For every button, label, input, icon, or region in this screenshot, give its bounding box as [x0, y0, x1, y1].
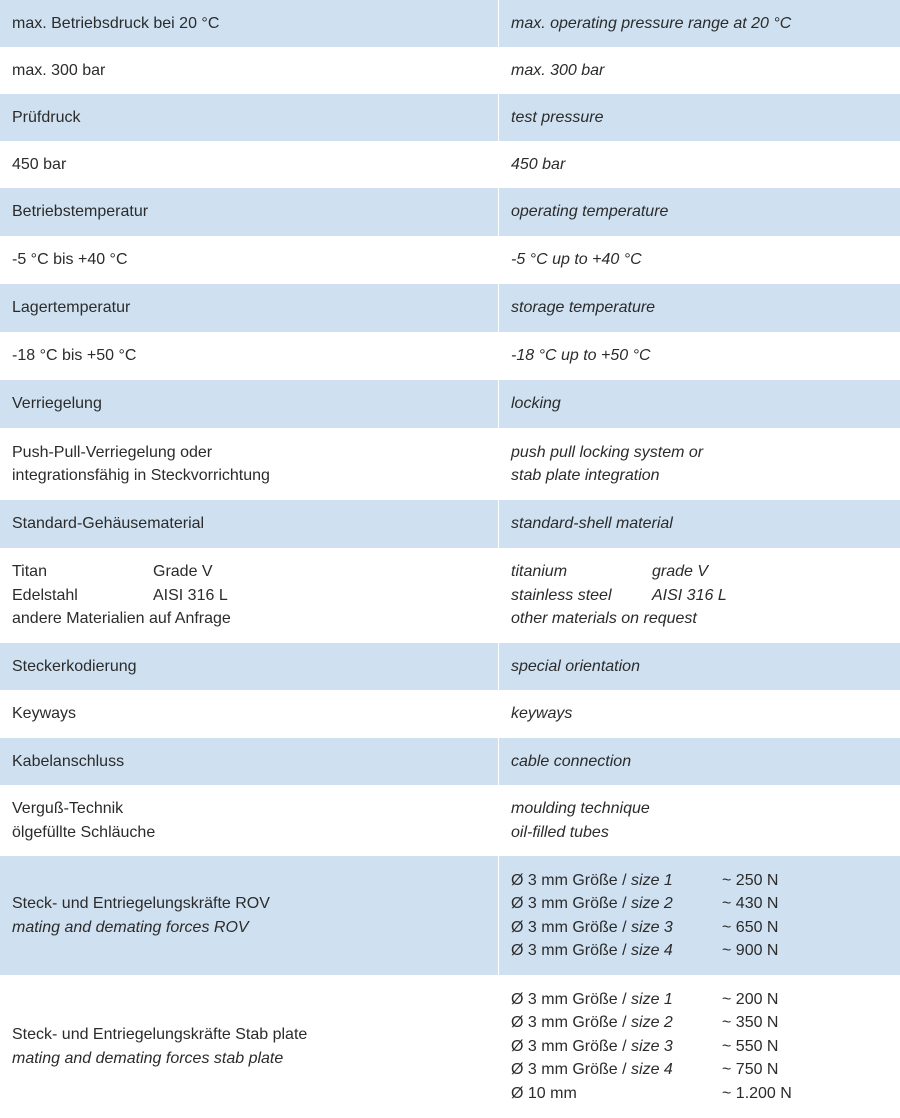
en-text: keyways: [511, 705, 573, 723]
de-line: Push-Pull-Verriegelung oder: [12, 443, 213, 461]
force-entry: [511, 1058, 888, 1082]
force-entry: [511, 939, 888, 963]
material-grade: AISI 316 L: [153, 586, 228, 604]
force-prefix: Ø 3 mm Größe /: [511, 990, 632, 1008]
row-forces-stab-plate: [0, 975, 900, 1118]
de-text: Keyways: [12, 705, 77, 723]
en-line: moulding technique: [511, 800, 650, 817]
row-forces-rov: [0, 856, 900, 975]
en-cell: [498, 188, 900, 236]
en-text: storage temperature: [511, 299, 656, 317]
de-text: max. Betriebsdruck bei 20 °C: [12, 14, 220, 32]
row-value-locking: [0, 428, 900, 500]
en-text: max. operating pressure range at 20 °C: [511, 14, 792, 32]
force-size: size 4: [631, 1061, 673, 1079]
forces-title-en: mating and demating forces ROV: [12, 918, 249, 936]
en-cell: [498, 785, 900, 856]
en-cell: [498, 548, 900, 643]
de-cell: [0, 500, 498, 548]
de-cell: [0, 284, 498, 332]
force-size: size 3: [631, 918, 673, 936]
force-value: ~ 1.200 N: [722, 1084, 792, 1102]
de-text: Lagertemperatur: [12, 299, 131, 317]
en-cell: [498, 500, 900, 548]
en-cell: [498, 94, 900, 141]
force-prefix: Ø 10 mm: [511, 1084, 577, 1102]
force-entry: [511, 1035, 888, 1059]
en-text: standard-shell material: [511, 515, 673, 533]
force-size: size 2: [631, 895, 673, 912]
en-line: oil-filled tubes: [511, 823, 609, 841]
row-header-cable: [0, 738, 900, 785]
material-pair: [511, 560, 888, 584]
en-text: 450 bar: [511, 155, 566, 173]
en-cell: [498, 141, 900, 188]
material-name: Edelstahl: [12, 586, 78, 604]
force-value: ~ 250 N: [722, 871, 779, 889]
material-name: stainless steel: [511, 586, 612, 604]
en-line: stab plate integration: [511, 467, 660, 484]
en-line: push pull locking system or: [511, 443, 704, 461]
force-value: ~ 650 N: [722, 918, 779, 936]
de-text: Standard-Gehäusematerial: [12, 515, 205, 533]
de-cell: [0, 188, 498, 236]
force-prefix: Ø 3 mm Größe /: [511, 918, 632, 936]
force-prefix: Ø 3 mm Größe /: [511, 942, 632, 959]
force-entry: [511, 1082, 888, 1106]
de-cell: [0, 690, 498, 738]
material-note: other materials on request: [511, 610, 697, 628]
forces-title-en: mating and demating forces stab plate: [12, 1049, 284, 1067]
forces-title-de: Steck- und Entriegelungskräfte ROV: [12, 895, 270, 912]
de-cell: [0, 236, 498, 284]
row-value-pressure: [0, 47, 900, 94]
de-line: integrationsfähig in Steckvorrichtung: [12, 467, 270, 484]
row-value-storage-temp: [0, 332, 900, 380]
de-cell: [0, 785, 498, 856]
row-header-test-pressure: [0, 94, 900, 141]
de-cell: [0, 856, 498, 975]
row-header-pressure: [0, 0, 900, 47]
force-entry: [511, 869, 888, 893]
force-value: ~ 200 N: [722, 990, 779, 1008]
force-size: size 1: [631, 990, 673, 1008]
force-prefix: Ø 3 mm Größe /: [511, 1014, 632, 1032]
force-value: ~ 750 N: [722, 1061, 779, 1079]
force-prefix: Ø 3 mm Größe /: [511, 1037, 632, 1055]
forces-title-de: Steck- und Entriegelungskräfte Stab plate: [12, 1026, 308, 1043]
row-header-storage-temp: [0, 284, 900, 332]
de-cell: [0, 738, 498, 785]
en-text: max. 300 bar: [511, 61, 605, 79]
material-pair: [12, 584, 486, 608]
en-cell: [498, 738, 900, 785]
en-cell: [498, 236, 900, 284]
de-text: Steckerkodierung: [12, 657, 137, 675]
en-text: special orientation: [511, 657, 640, 675]
material-grade: AISI 316 L: [652, 586, 727, 604]
en-cell: [498, 690, 900, 738]
en-text: -5 °C up to +40 °C: [511, 251, 642, 269]
force-size: size 4: [631, 942, 673, 959]
forces-list: [498, 856, 900, 975]
de-text: Verriegelung: [12, 395, 102, 413]
force-entry: [511, 892, 888, 916]
de-line: Verguß-Technik: [12, 800, 124, 817]
force-prefix: Ø 3 mm Größe /: [511, 1061, 632, 1079]
en-cell: [498, 284, 900, 332]
en-cell: [498, 0, 900, 47]
de-cell: [0, 0, 498, 47]
material-grade: grade V: [652, 563, 709, 581]
force-prefix: Ø 3 mm Größe /: [511, 895, 632, 912]
force-size: size 1: [631, 871, 673, 889]
material-name: titanium: [511, 563, 568, 581]
en-text: -18 °C up to +50 °C: [511, 347, 651, 365]
de-cell: [0, 428, 498, 500]
material-note: andere Materialien auf Anfrage: [12, 610, 231, 628]
de-text: 450 bar: [12, 155, 67, 173]
material-pair: [511, 584, 888, 608]
en-cell: [498, 428, 900, 500]
de-cell: [0, 380, 498, 428]
de-text: Betriebstemperatur: [12, 203, 149, 221]
force-size: size 2: [631, 1014, 673, 1032]
row-value-shell-material: [0, 548, 900, 643]
de-text: -18 °C bis +50 °C: [12, 347, 137, 365]
row-header-locking: [0, 380, 900, 428]
row-header-orientation: [0, 643, 900, 690]
de-cell: [0, 548, 498, 643]
en-cell: [498, 47, 900, 94]
force-entry: [511, 916, 888, 940]
row-value-test-pressure: [0, 141, 900, 188]
de-text: max. 300 bar: [12, 61, 106, 79]
force-size: size 3: [631, 1037, 673, 1055]
de-cell: [0, 975, 498, 1118]
force-value: ~ 430 N: [722, 895, 779, 912]
force-value: ~ 350 N: [722, 1014, 779, 1032]
force-prefix: Ø 3 mm Größe /: [511, 871, 632, 889]
de-text: -5 °C bis +40 °C: [12, 251, 128, 269]
material-name: Titan: [12, 563, 47, 581]
material-grade: Grade V: [153, 563, 213, 581]
row-value-operating-temp: [0, 236, 900, 284]
en-text: locking: [511, 395, 561, 413]
force-value: ~ 900 N: [722, 942, 779, 959]
de-text: Kabelanschluss: [12, 752, 125, 770]
en-cell: [498, 332, 900, 380]
de-cell: [0, 94, 498, 141]
forces-list: [498, 975, 900, 1118]
row-header-shell-material: [0, 500, 900, 548]
de-cell: [0, 141, 498, 188]
de-cell: [0, 643, 498, 690]
material-pair: [12, 560, 486, 584]
de-cell: [0, 332, 498, 380]
row-value-orientation: [0, 690, 900, 738]
de-cell: [0, 47, 498, 94]
force-value: ~ 550 N: [722, 1037, 779, 1055]
de-line: ölgefüllte Schläuche: [12, 823, 156, 841]
de-text: Prüfdruck: [12, 108, 81, 126]
row-header-operating-temp: [0, 188, 900, 236]
force-entry: [511, 1011, 888, 1035]
en-cell: [498, 380, 900, 428]
row-value-cable: [0, 785, 900, 856]
en-text: cable connection: [511, 752, 632, 770]
en-text: operating temperature: [511, 203, 669, 221]
en-text: test pressure: [511, 108, 604, 126]
en-cell: [498, 643, 900, 690]
force-entry: [511, 988, 888, 1012]
